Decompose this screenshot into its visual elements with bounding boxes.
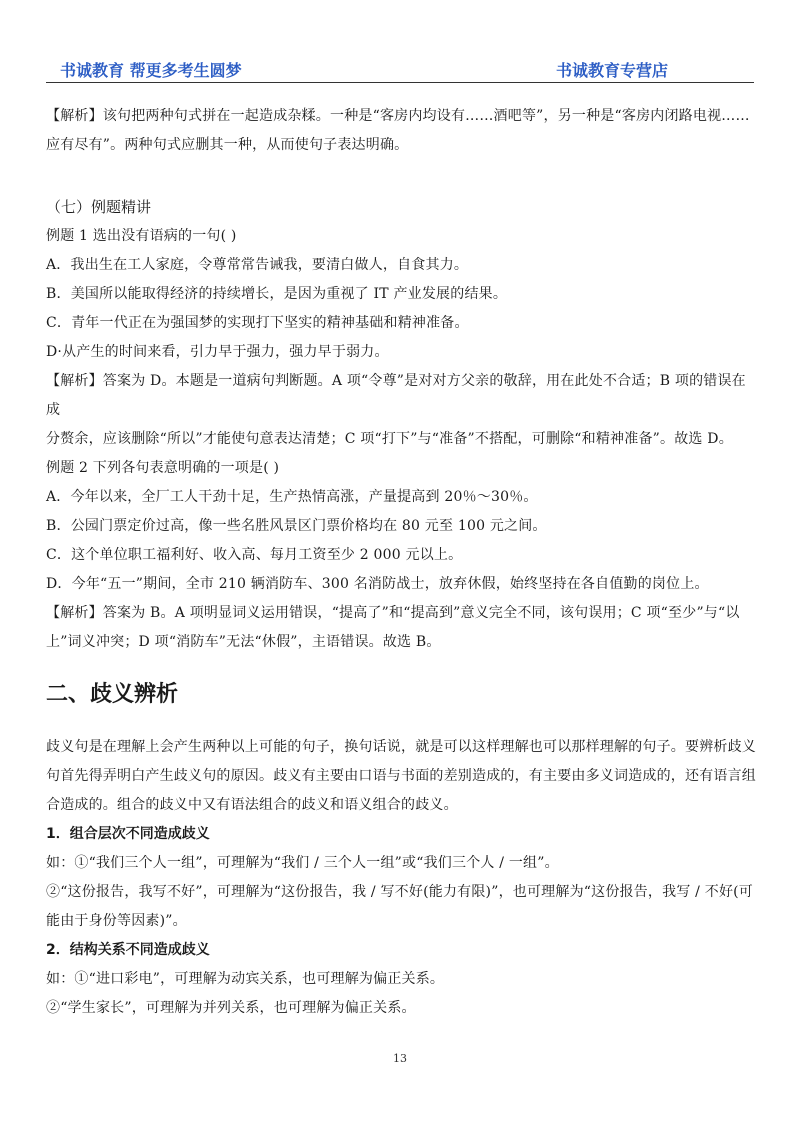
example-2-option-b: B．公园门票定价过高，像一些名胜风景区门票价格均在 80 元至 100 元之间。 — [46, 518, 547, 534]
subsection-2-line: 如：①“进口彩电”，可理解为动宾关系，也可理解为偏正关系。 — [46, 971, 445, 987]
subsection-1-line: ②“这份报告，我写不好”，可理解为“这份报告，我 / 写不好(能力有限)”，也可理解为“这份报告，我写 / 不好(可 — [46, 884, 754, 900]
subsection-2-line: ②“学生家长”，可理解为并列关系，也可理解为偏正关系。 — [46, 1000, 416, 1016]
example-2-option-a: A．今年以来，全厂工人干劲十足，生产热情高涨，产量提高到 20％～30％。 — [46, 489, 538, 505]
example-1-option-d: D·从产生的时间来看，引力早于强力，强力早于弱力。 — [46, 344, 389, 360]
example-1-option-c: C．青年一代正在为强国梦的实现打下坚实的精神基础和精神准备。 — [46, 315, 469, 331]
example-2-option-d: D．今年“五一”期间，全市 210 辆消防车、300 名消防战士，放弃休假，始终坚持在各自值勤的岗位上。 — [46, 576, 709, 592]
intro-line: 句首先得弄明白产生歧义句的原因。歧义有主要由口语与书面的差别造成的，有主要由多义词造成的，还有语言组 — [46, 768, 756, 784]
page-header — [46, 56, 754, 83]
page-content — [46, 102, 756, 1023]
analysis-line: 【解析】该句把两种句式拼在一起造成杂糅。一种是“客房内均设有……酒吧等”，另一种是“客房内闭路电视…… — [46, 108, 750, 124]
header-left-text: 书诚教育 帮更多考生圆梦 — [60, 61, 242, 80]
subsection-2-title: 2．结构关系不同造成歧义 — [46, 942, 210, 958]
subsection-1-line: 如：①“我们三个人一组”，可理解为“我们 / 三个人一组”或“我们三个人 / 一组”。 — [46, 855, 559, 871]
page-number: 13 — [393, 1052, 407, 1065]
example-1-analysis: 【解析】答案为 D。本题是一道病句判断题。A 项“令尊”是对对方父亲的敬辞，用在此处不合适；B 项的错误在成 — [46, 373, 746, 418]
example-1-option-a: A．我出生在工人家庭，令尊常常告诫我，要清白做人，自食其力。 — [46, 257, 469, 273]
example-1-option-b: B．美国所以能取得经济的持续增长，是因为重视了 IT 产业发展的结果。 — [46, 286, 508, 302]
analysis-line: 应有尽有”。两种句式应删其一种，从而使句子表达明确。 — [46, 137, 409, 153]
section-2-title: 二、歧义辨析 — [46, 682, 179, 707]
example-2-analysis: 【解析】答案为 B。A 项明显词义运用错误，“提高了”和“提高到”意义完全不同，该句误用；C 项“至少”与“以 — [46, 605, 740, 621]
intro-line: 合造成的。组合的歧义中又有语法组合的歧义和语义组合的歧义。 — [46, 797, 458, 813]
header-right-text: 书诚教育专营店 — [555, 61, 668, 80]
intro-line: 歧义句是在理解上会产生两种以上可能的句子，换句话说，就是可以这样理解也可以那样理解的句子。要辨析歧义 — [46, 739, 756, 755]
example-1-stem: 例题 1 选出没有语病的一句( ) — [46, 228, 237, 244]
subsection-1-title: 1．组合层次不同造成歧义 — [46, 826, 210, 842]
example-2-analysis: 上”词义冲突；D 项“消防车”无法“休假”，主语错误。故选 B。 — [46, 634, 441, 650]
example-2-stem: 例题 2 下列各句表意明确的一项是( ) — [46, 460, 280, 476]
subsection-1-line: 能由于身份等因素)”。 — [46, 913, 187, 929]
example-2-option-c: C．这个单位职工福利好、收入高、每月工资至少 2 000 元以上。 — [46, 547, 463, 563]
section-7-title: （七）例题精讲 — [46, 198, 152, 216]
example-1-analysis: 分赘余，应该删除“所以”才能使句意表达清楚；C 项“打下”与“准备”不搭配，可删除“和精神准备”。故选 D。 — [46, 431, 733, 447]
